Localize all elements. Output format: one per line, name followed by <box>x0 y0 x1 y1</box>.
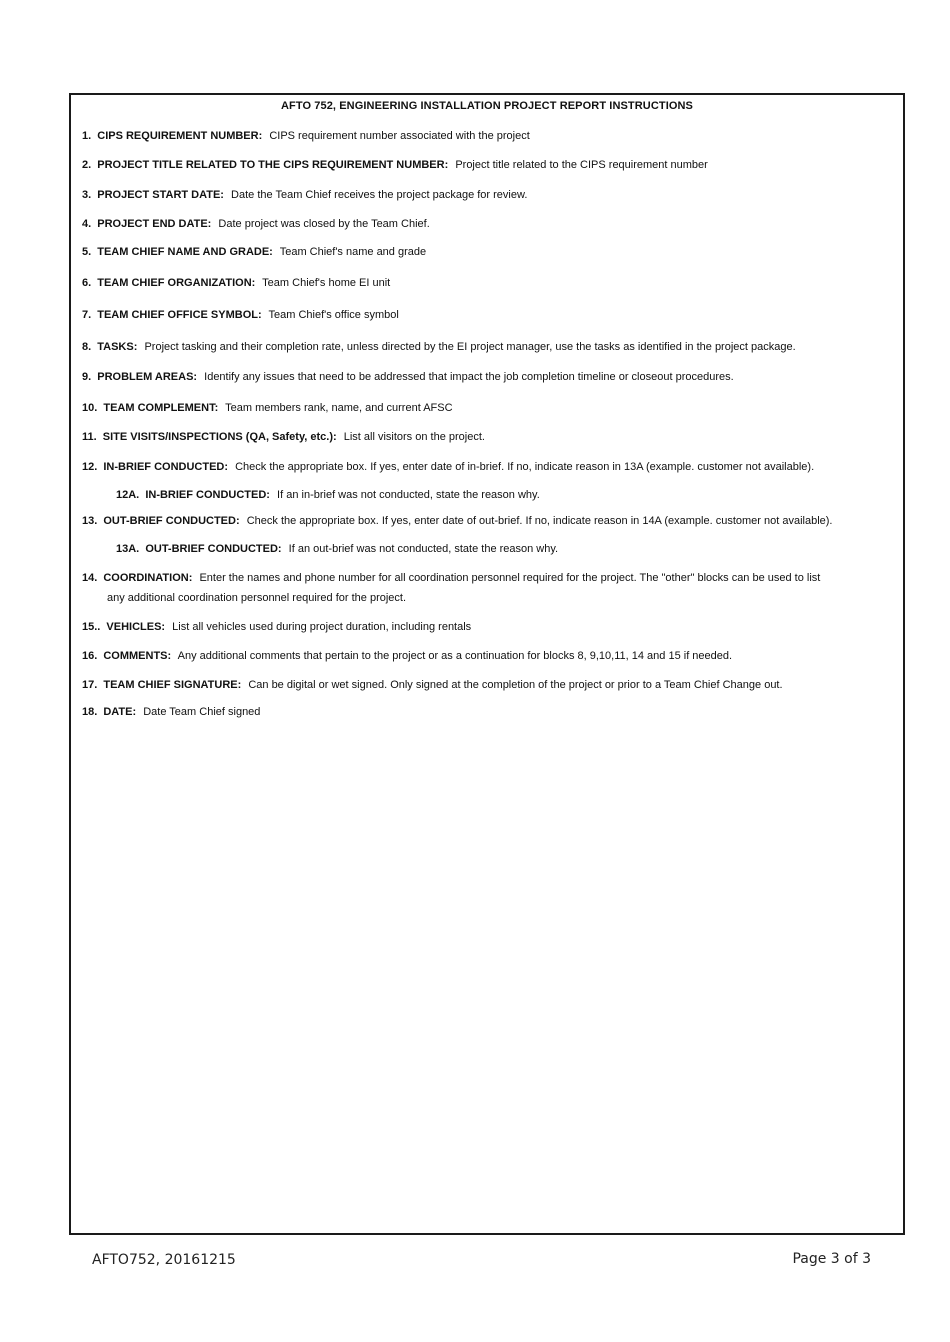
item-text: Check the appropriate box. If yes, enter date of in-brief. If no, indicate reason in 13A (example. customer not available). <box>235 461 815 473</box>
item-number: 12A. <box>116 489 140 501</box>
item-text: List all visitors on the project. <box>343 431 485 443</box>
item-text: Identify any issues that need to be addressed that impact the job completion timeline or closeout procedures. <box>204 371 734 383</box>
instruction-item-14 <box>82 568 891 608</box>
instruction-item-8 <box>82 337 891 357</box>
item-number: 14. <box>82 572 98 584</box>
instruction-item-17 <box>82 675 891 695</box>
item-text: Date project was closed by the Team Chief. <box>218 218 430 230</box>
item-text: List all vehicles used during project duration, including rentals <box>172 621 472 633</box>
item-label: TASKS: <box>97 341 138 353</box>
item-number: 9. <box>82 371 92 383</box>
item-number: 13A. <box>116 543 140 555</box>
item-text: Check the appropriate box. If yes, enter date of out-brief. If no, indicate reason in 14A (example. customer not available). <box>246 515 833 527</box>
item-text: Team Chief's name and grade <box>279 246 427 258</box>
item-text: Team members rank, name, and current AFSC <box>225 402 453 414</box>
item-label: TEAM CHIEF NAME AND GRADE: <box>97 246 273 258</box>
item-label: PROJECT TITLE RELATED TO THE CIPS REQUIREMENT NUMBER: <box>97 159 449 171</box>
page-number: Page 3 of 3 <box>792 1251 871 1267</box>
item-label: COORDINATION: <box>103 572 193 584</box>
item-number: 13. <box>82 515 98 527</box>
item-text: Can be digital or wet signed. Only signed at the completion of the project or prior to a Team Chief Change out. <box>248 679 783 691</box>
item-label: PROJECT START DATE: <box>97 189 224 201</box>
item-label: TEAM COMPLEMENT: <box>103 402 219 414</box>
instruction-item-12a <box>116 485 891 505</box>
instruction-item-3 <box>82 185 891 205</box>
item-label: TEAM CHIEF ORGANIZATION: <box>97 277 256 289</box>
form-identifier: AFTO752, 20161215 <box>92 1252 236 1268</box>
item-label: VEHICLES: <box>106 621 166 633</box>
item-number: 4. <box>82 218 92 230</box>
instructions-form <box>69 93 905 1235</box>
instruction-item-4 <box>82 214 891 234</box>
item-text: If an out-brief was not conducted, state the reason why. <box>288 543 559 555</box>
instruction-item-12 <box>82 457 891 477</box>
item-number: 6. <box>82 277 92 289</box>
instruction-item-10 <box>82 398 891 418</box>
item-label: SITE VISITS/INSPECTIONS (QA, Safety, etc.): <box>102 431 337 443</box>
instruction-item-5 <box>82 242 891 262</box>
item-text: Date Team Chief signed <box>143 706 261 718</box>
item-text: Project title related to the CIPS requirement number <box>455 159 708 171</box>
item-label: TEAM CHIEF OFFICE SYMBOL: <box>97 309 262 321</box>
instruction-item-7 <box>82 305 891 325</box>
instruction-item-11 <box>82 427 891 447</box>
item-number: 10. <box>82 402 98 414</box>
item-text: Team Chief's office symbol <box>268 309 399 321</box>
item-text: Project tasking and their completion rate, unless directed by the EI project manager, use the tasks as identified in the project package. <box>144 341 796 353</box>
item-number: 17. <box>82 679 98 691</box>
instruction-item-6 <box>82 273 891 293</box>
item-number: 7. <box>82 309 92 321</box>
item-text: CIPS requirement number associated with the project <box>269 130 530 142</box>
instruction-item-13 <box>82 511 891 531</box>
instruction-item-1 <box>82 126 891 146</box>
item-number: 11. <box>82 431 97 443</box>
form-title: AFTO 752, ENGINEERING INSTALLATION PROJECT REPORT INSTRUCTIONS <box>280 100 693 112</box>
item-number: 15.. <box>82 621 101 633</box>
item-text: Team Chief's home EI unit <box>262 277 391 289</box>
item-text-continuation: any additional coordination personnel required for the project. <box>107 592 407 604</box>
item-number: 3. <box>82 189 92 201</box>
instruction-item-2 <box>82 155 891 175</box>
item-label: IN-BRIEF CONDUCTED: <box>103 461 229 473</box>
item-label: DATE: <box>103 706 137 718</box>
item-number: 5. <box>82 246 92 258</box>
item-text: If an in-brief was not conducted, state the reason why. <box>277 489 540 501</box>
item-text: Date the Team Chief receives the project package for review. <box>231 189 528 201</box>
instruction-item-9 <box>82 367 891 387</box>
item-label: TEAM CHIEF SIGNATURE: <box>103 679 242 691</box>
instruction-item-13a <box>116 539 891 559</box>
item-number: 8. <box>82 341 92 353</box>
item-number: 2. <box>82 159 92 171</box>
instruction-item-18 <box>82 702 891 722</box>
instruction-item-16 <box>82 646 891 666</box>
item-number: 16. <box>82 650 98 662</box>
item-label: PROJECT END DATE: <box>97 218 212 230</box>
item-number: 1. <box>82 130 92 142</box>
item-number: 12. <box>82 461 98 473</box>
item-number: 18. <box>82 706 98 718</box>
item-label: OUT-BRIEF CONDUCTED: <box>103 515 240 527</box>
item-label: IN-BRIEF CONDUCTED: <box>145 489 270 501</box>
item-text: Enter the names and phone number for all coordination personnel required for the project. The "other" blocks can be used to list <box>199 572 821 584</box>
item-label: PROBLEM AREAS: <box>97 371 198 383</box>
instruction-item-15 <box>82 617 891 637</box>
item-label: CIPS REQUIREMENT NUMBER: <box>97 130 263 142</box>
item-label: OUT-BRIEF CONDUCTED: <box>145 543 282 555</box>
item-label: COMMENTS: <box>103 650 172 662</box>
item-text: Any additional comments that pertain to the project or as a continuation for blocks 8, 9,10,11, 14 and 15 if needed. <box>177 650 733 662</box>
